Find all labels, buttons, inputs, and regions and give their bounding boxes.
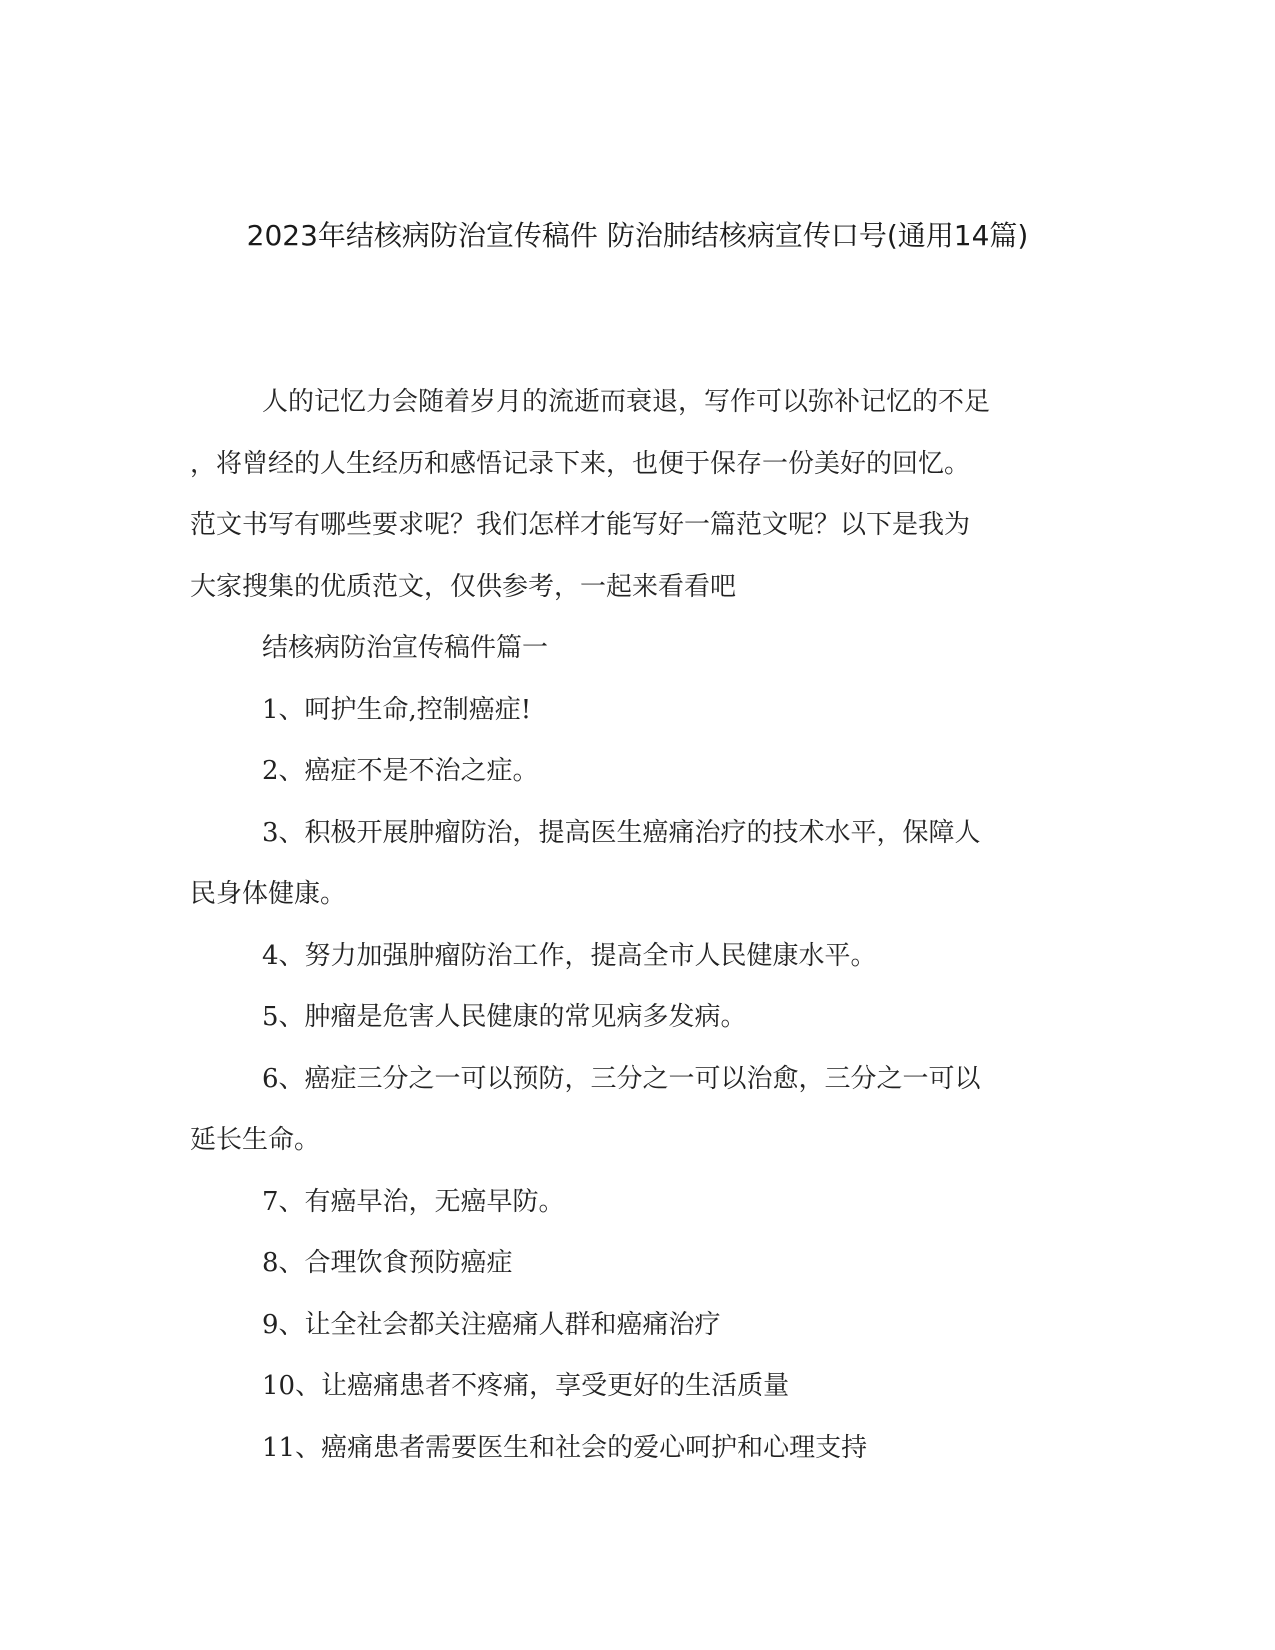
list-item: 11、癌痛患者需要医生和社会的爱心呵护和心理支持 (262, 1432, 868, 1463)
list-item: 10、让癌痛患者不疼痛，享受更好的生活质量 (262, 1371, 790, 1401)
list-item: 3、积极开展肿瘤防治，提高医生癌痛治疗的技术水平，保障人 (262, 817, 981, 848)
list-item: 9、让全社会都关注癌痛人群和癌痛治疗 (262, 1309, 721, 1340)
section-heading: 结核病防治宣传稿件篇一 (262, 633, 549, 663)
intro-line: 范文书写有哪些要求呢？我们怎样才能写好一篇范文呢？以下是我为 (190, 510, 971, 540)
intro-line: ，将曾经的人生经历和感悟记录下来，也便于保存一份美好的回忆。 (190, 448, 971, 479)
list-item: 7、有癌早治，无癌早防。 (262, 1186, 565, 1217)
list-item: 6、癌症三分之一可以预防，三分之一可以治愈，三分之一可以 (262, 1063, 981, 1094)
document-body (190, 372, 1090, 1479)
intro-line: 人的记忆力会随着岁月的流逝而衰退，写作可以弥补记忆的不足 (262, 387, 991, 417)
list-item-continuation: 延长生命。 (190, 1125, 321, 1155)
list-item-continuation: 民身体健康。 (190, 879, 347, 909)
list-item: 5、肿瘤是危害人民健康的常见病多发病。 (262, 1002, 747, 1032)
document-title: 2023年结核病防治宣传稿件 防治肺结核病宣传口号(通用14篇) (246, 219, 1029, 252)
list-item: 2、癌症不是不治之症。 (262, 756, 539, 786)
list-item: 8、合理饮食预防癌症 (262, 1248, 513, 1278)
intro-line: 大家搜集的优质范文，仅供参考，一起来看看吧 (190, 571, 737, 602)
list-item: 4、努力加强肿瘤防治工作，提高全市人民健康水平。 (262, 940, 877, 971)
list-item: 1、呵护生命,控制癌症! (262, 694, 532, 725)
